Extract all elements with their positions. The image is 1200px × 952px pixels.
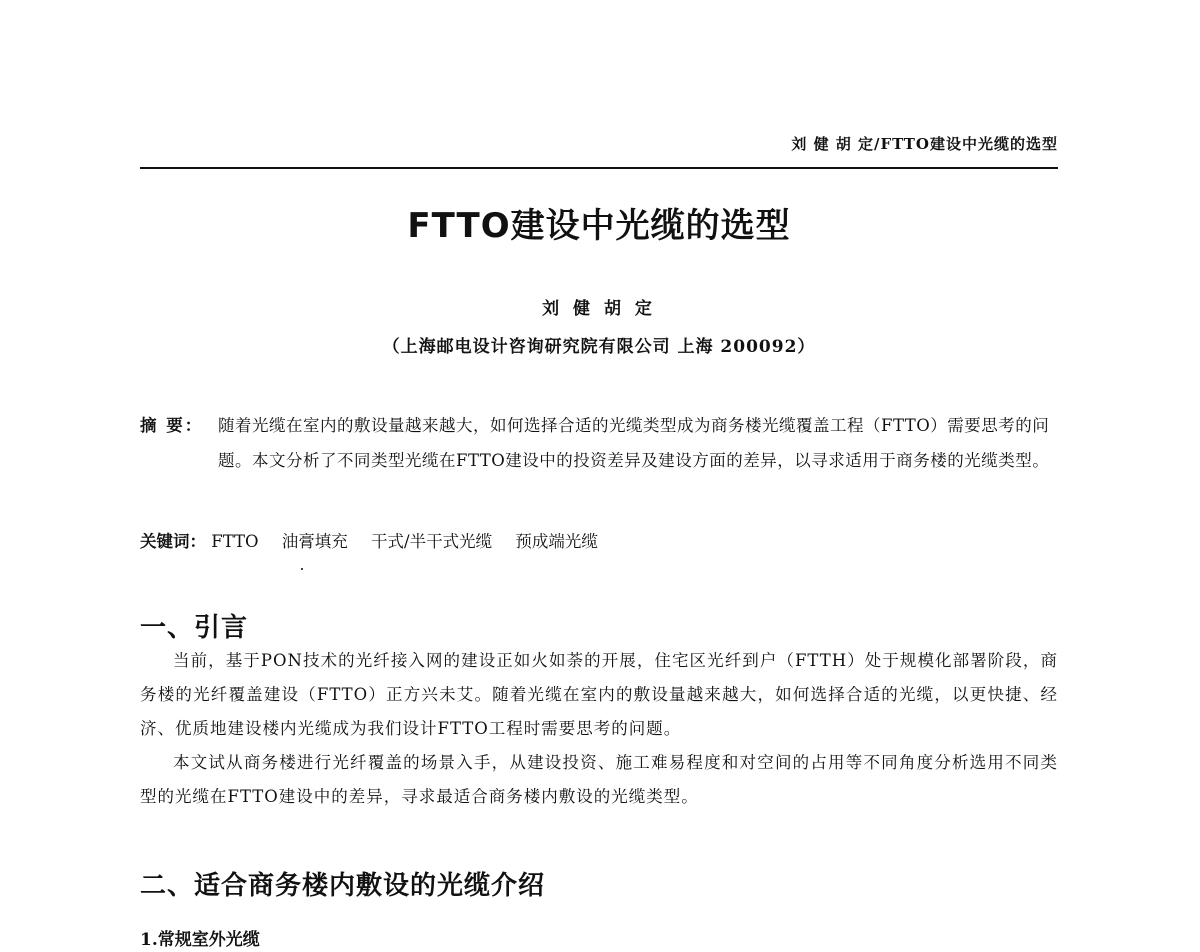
abstract-text: 随着光缆在室内的敷设量越来越大，如何选择合适的光缆类型成为商务楼光缆覆盖工程（FTTO）需要思考的问题。本文分析了不同类型光缆在FTTO建设中的投资差异及建设方面的差异，以寻求适用于商务楼的光缆类型。 [218, 416, 1050, 470]
keywords-label: 关键词： [140, 532, 206, 551]
body-paragraph: 当前，基于PON技术的光纤接入网的建设正如火如荼的开展，住宅区光纤到户（FTTH）处于规模化部署阶段，商务楼的光纤覆盖建设（FTTO）正方兴未艾。随着光缆在室内的敷设量越来越大，如何选择合适的光缆，以更快捷、经济、优质地建设楼内光缆成为我们设计FTTO工程时需要思考的问题。 [140, 651, 1058, 738]
section-heading-introduction: 一、引言 [140, 613, 249, 643]
keyword-item: FTTO [211, 532, 259, 551]
affiliation-line: （上海邮电设计咨询研究院有限公司 上海 200092） [382, 337, 816, 357]
header-rule [140, 167, 1058, 169]
keyword-item: 预成端光缆 [515, 532, 598, 551]
keyword-item: 干式/半干式光缆 [371, 532, 493, 551]
body-paragraph: 本文试从商务楼进行光纤覆盖的场景入手，从建设投资、施工难易程度和对空间的占用等不同角度分析选用不同类型的光缆在FTTO建设中的差异，寻求最适合商务楼内敷设的光缆类型。 [140, 753, 1058, 806]
keywords-line [140, 528, 1058, 552]
keyword-item: 油膏填充 [281, 532, 348, 551]
abstract-block [140, 408, 1058, 478]
abstract-label: 摘 要： [140, 416, 204, 435]
running-header: 刘 健 胡 定/FTTO建设中光缆的选型 [791, 135, 1058, 153]
subsection-heading: 1.常规室外光缆 [140, 930, 260, 950]
section-heading-cable-types: 二、适合商务楼内敷设的光缆介绍 [140, 871, 546, 901]
scan-speck [301, 568, 303, 570]
author-line: 刘 健 胡 定 [542, 299, 656, 319]
article-title: FTTO建设中光缆的选型 [407, 206, 791, 246]
